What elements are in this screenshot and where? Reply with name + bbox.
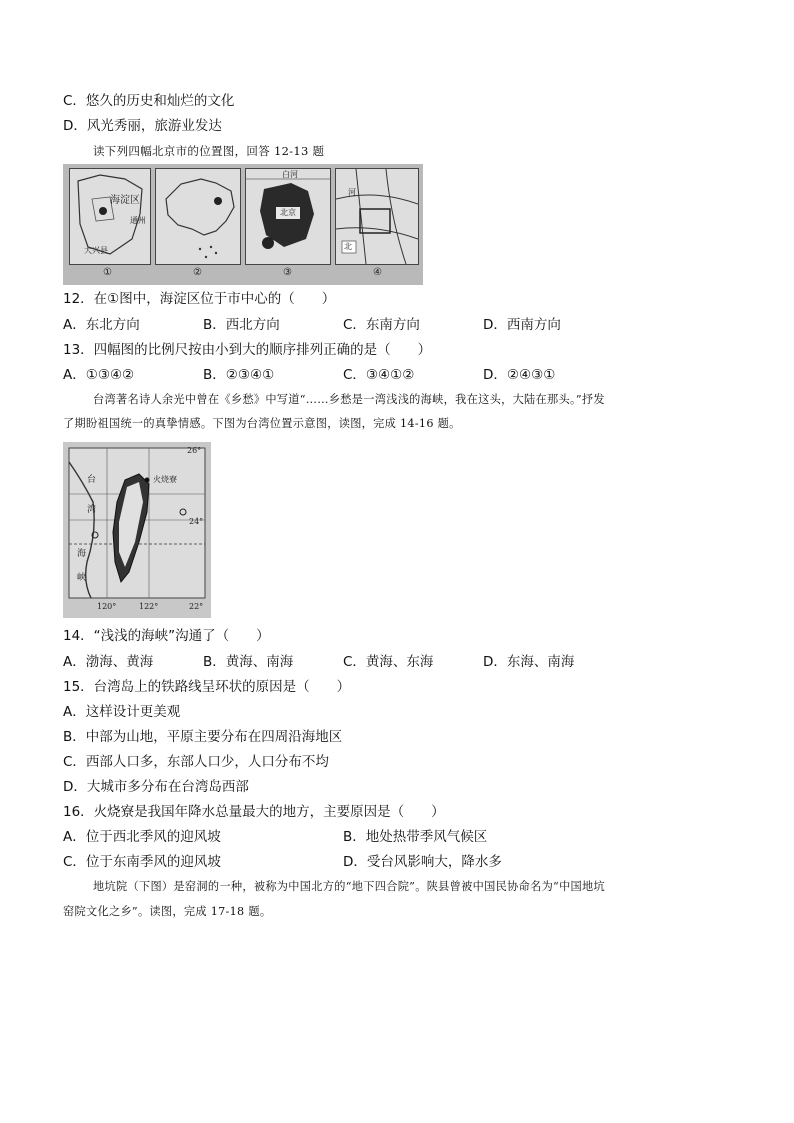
intro-14-16-line2: 了期盼祖国统一的真挚情感。下图为台湾位置示意图，读图，完成 14-16 题。 [63,417,461,430]
river-label-4: 河 [348,188,356,197]
strait-char-2: 湾 [87,505,97,515]
q14-option-a: A．渤海、黄海 [63,654,154,670]
lat-label-22: 22° [189,602,204,611]
panel-label-2: ② [193,267,202,278]
q15-option-b: B．中部为山地，平原主要分布在四周沿海地区 [63,729,343,745]
panel-label-3: ③ [283,267,292,278]
q16-option-c: C．位于东南季风的迎风坡 [63,854,221,870]
map-panel-2 [155,168,241,265]
town-label-3: 大兴县 [84,246,108,255]
q13-option-c: C．③④①② [343,367,415,383]
strait-char-4: 峡 [77,573,87,583]
lat-label-26: 26° [187,446,202,455]
intro-12-13: 读下列四幅北京市的位置图，回答 12-13 题 [93,144,325,158]
lat-label-24: 24° [189,517,204,526]
taiwan-map-drawing [63,442,211,618]
map-panel-1 [69,168,151,265]
q16-option-d: D．受台风影响大，降水多 [343,854,502,870]
q15-option-d: D．大城市多分布在台湾岛西部 [63,779,249,795]
q12-option-d: D．西南方向 [483,317,561,333]
q11-option-c: C．悠久的历史和灿烂的文化 [63,93,235,109]
q13-option-b: B．②③④① [203,367,275,383]
town-label-2: 通州 [130,216,146,225]
strait-char-3: 海 [77,549,87,559]
q12-stem: 12．在①图中，海淀区位于市中心的（ ） [63,291,336,307]
taiwan-location-map [63,442,211,618]
q14-option-c: C．黄海、东海 [343,654,434,670]
lon-label-122: 122° [139,602,159,611]
q13-stem: 13．四幅图的比例尺按由小到大的顺序排列正确的是（ ） [63,342,432,358]
q12-option-b: B．西北方向 [203,317,280,333]
q12-option-a: A．东北方向 [63,317,140,333]
q16-stem: 16．火烧寮是我国年降水总量最大的地方，主要原因是（ ） [63,804,445,820]
intro-17-18-line2: 窑院文化之乡”。读图，完成 17-18 题。 [63,905,272,918]
beijing-location-maps [63,164,423,285]
intro-14-16-line1: 台湾著名诗人余光中曾在《乡愁》中写道“……乡愁是一湾浅浅的海峡，我在这头，大陆在那头。”抒发 [93,393,605,406]
q13-option-a: A．①③④② [63,367,135,383]
beijing-label: 北京 [280,208,296,217]
q15-stem: 15．台湾岛上的铁路线呈环状的原因是（ ） [63,679,351,695]
intro-17-18-line1: 地坑院（下图）是窑洞的一种，被称为中国北方的“地下四合院”。陕县曾被中国民协命名为“中国地坑 [93,880,606,893]
lon-label-120: 120° [97,602,117,611]
district-label: 海淀区 [110,195,140,206]
strait-char-1: 台 [87,475,97,485]
q15-option-c: C．西部人口多，东部人口少，人口分布不均 [63,754,329,770]
q16-option-a: A．位于西北季风的迎风坡 [63,829,221,845]
q14-option-d: D．东海、南海 [483,654,575,670]
q16-option-b: B．地处热带季风气候区 [343,829,488,845]
q12-option-c: C．东南方向 [343,317,420,333]
map-panel-4 [335,168,419,265]
panel-label-1: ① [103,267,112,278]
q13-option-d: D．②④③① [483,367,556,383]
q15-option-a: A．这样设计更美观 [63,704,181,720]
huoshaoliao-label: 火烧寮 [153,475,177,484]
q14-option-b: B．黄海、南海 [203,654,294,670]
panel-label-4: ④ [373,267,382,278]
china-outline-drawing [156,169,240,264]
map-panel-3 [245,168,331,265]
q14-stem: 14．“浅浅的海峡”沟通了（ ） [63,628,270,644]
q11-option-d: D．风光秀丽，旅游业发达 [63,118,222,134]
river-label: 白河 [282,170,298,179]
north-label: 北 [344,242,352,251]
